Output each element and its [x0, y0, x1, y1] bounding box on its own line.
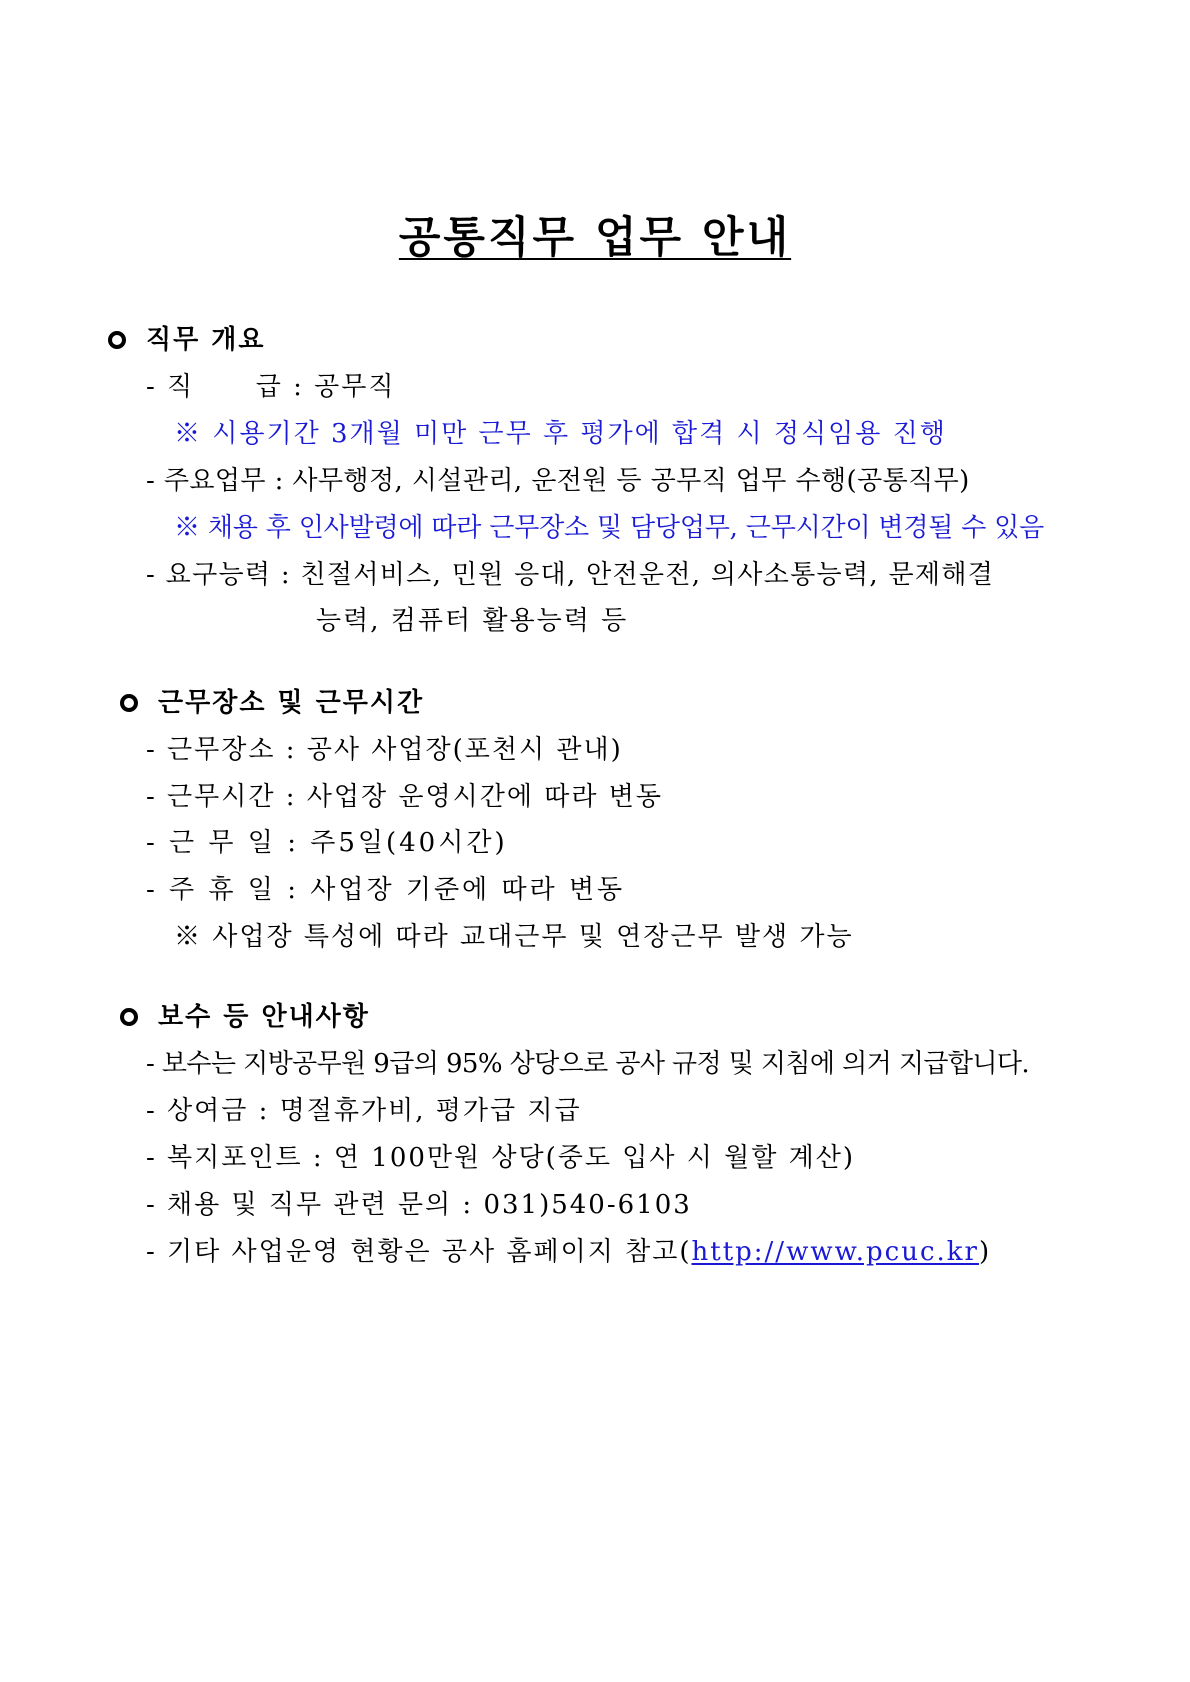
- line-main-duties: - 주요업무 : 사무행정, 시설관리, 운전원 등 공무직 업무 수행(공통직무): [146, 466, 970, 496]
- line-grade: - 직 급 : 공무직: [146, 372, 396, 402]
- page-title: 공통직무 업무 안내: [398, 213, 792, 263]
- circle-bullet-icon: [108, 331, 126, 349]
- note-shift-work: ※ 사업장 특성에 따라 교대근무 및 연장근무 발생 가능: [174, 922, 854, 952]
- line-homepage: - 기타 사업운영 현황은 공사 홈페이지 참고(http://www.pcuc.kr): [146, 1237, 992, 1267]
- line-inquiry: - 채용 및 직무 관련 문의 : 031)540-6103: [146, 1190, 692, 1220]
- section-heading-pay-info: 보수 등 안내사항: [120, 1000, 370, 1034]
- section-heading-job-overview: 직무 개요: [108, 323, 266, 357]
- line-work-days: - 근 무 일 : 주5일(40시간): [146, 828, 508, 858]
- line-salary: - 보수는 지방공무원 9급의 95% 상당으로 공사 규정 및 지침에 의거 지급합니다.: [146, 1049, 1030, 1079]
- homepage-link[interactable]: http://www.pcuc.kr: [691, 1237, 979, 1267]
- circle-bullet-icon: [120, 1008, 138, 1026]
- line-work-hours: - 근무시간 : 사업장 운영시간에 따라 변동: [146, 782, 663, 812]
- line-bonus: - 상여금 : 명절휴가비, 평가급 지급: [146, 1096, 582, 1126]
- line-required-skills: - 요구능력 : 친절서비스, 민원 응대, 안전운전, 의사소통능력, 문제해결: [146, 560, 995, 590]
- note-probation: ※ 시용기간 3개월 미만 근무 후 평가에 합격 시 정식임용 진행: [174, 419, 947, 449]
- line-workplace: - 근무장소 : 공사 사업장(포천시 관내): [146, 735, 623, 765]
- line-required-skills-cont: 능력, 컴퓨터 활용능력 등: [316, 606, 629, 636]
- circle-bullet-icon: [120, 694, 138, 712]
- line-weekly-holiday: - 주 휴 일 : 사업장 기준에 따라 변동: [146, 875, 626, 905]
- note-assignment: ※ 채용 후 인사발령에 따라 근무장소 및 담당업무, 근무시간이 변경될 수 있음: [174, 513, 1045, 543]
- line-welfare-points: - 복지포인트 : 연 100만원 상당(중도 입사 시 월할 계산): [146, 1143, 856, 1173]
- section-heading-workplace-hours: 근무장소 및 근무시간: [120, 686, 424, 720]
